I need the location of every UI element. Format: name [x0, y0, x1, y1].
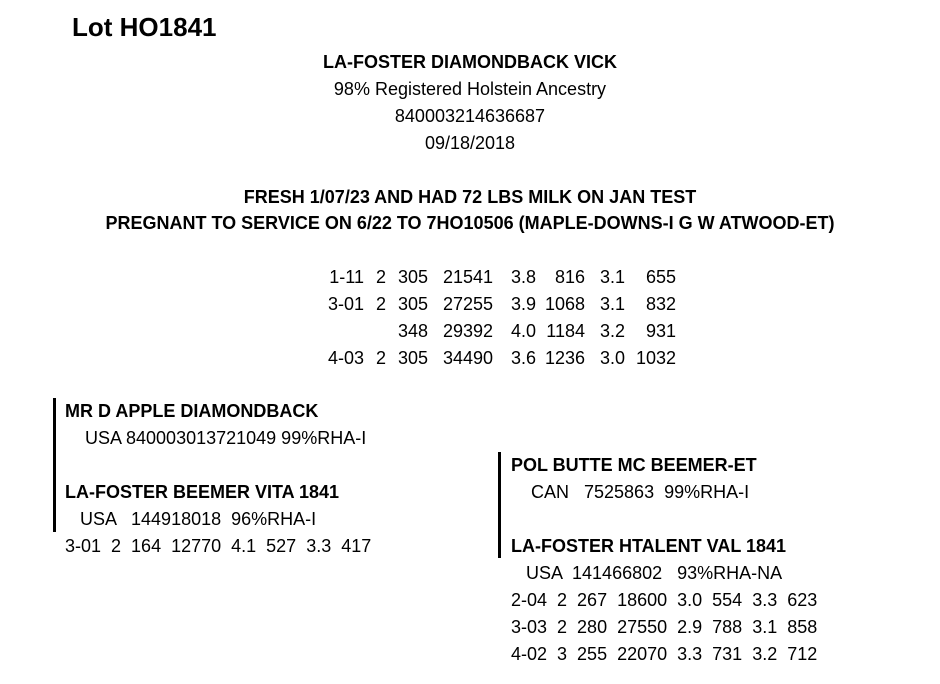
- dam-sire-name: POL BUTTE MC BEEMER-ET: [511, 455, 757, 475]
- record-protein-pct: 3.0: [599, 348, 625, 368]
- record-fat: 1184: [546, 321, 585, 341]
- record-protein: 1032: [635, 348, 676, 368]
- record-days: 348: [397, 321, 428, 341]
- fresh-note: FRESH 1/07/23 AND HAD 72 LBS MILK ON JAN TEST: [243, 187, 697, 207]
- record-lactation: 2: [375, 267, 386, 287]
- record-row: [322, 321, 682, 347]
- record-milk: 27255: [442, 294, 493, 314]
- pedigree-bracket: [53, 398, 56, 478]
- record-row: [322, 348, 682, 374]
- record-fat: 1236: [544, 348, 585, 368]
- record-lactation: 2: [375, 348, 386, 368]
- record-protein: 832: [645, 294, 676, 314]
- sire-name: MR D APPLE DIAMONDBACK: [65, 401, 319, 421]
- granddam-record: 4-02 3 255 22070 3.3 731 3.2 712: [511, 644, 818, 664]
- dam-sire-details: CAN 7525863 99%RHA-I: [531, 482, 750, 502]
- record-fat-pct: 4.0: [510, 321, 536, 341]
- record-protein-pct: 3.1: [599, 294, 625, 314]
- record-age: 3-01: [327, 294, 364, 314]
- record-protein-pct: 3.1: [599, 267, 625, 287]
- record-protein: 655: [645, 267, 676, 287]
- dam-name: LA-FOSTER BEEMER VITA 1841: [65, 482, 340, 502]
- record-lactation: 2: [375, 294, 386, 314]
- dam-record: 3-01 2 164 12770 4.1 527 3.3 417: [65, 536, 372, 556]
- pedigree-bracket: [498, 452, 501, 532]
- record-days: 305: [397, 348, 428, 368]
- record-days: 305: [397, 294, 428, 314]
- animal-name: LA-FOSTER DIAMONDBACK VICK: [323, 52, 617, 72]
- ancestry: 98% Registered Holstein Ancestry: [333, 79, 607, 99]
- record-milk: 21541: [442, 267, 493, 287]
- record-fat: 816: [554, 267, 585, 287]
- sire-details: USA 840003013721049 99%RHA-I: [85, 428, 367, 448]
- birth-date: 09/18/2018: [424, 133, 516, 153]
- record-protein: 931: [645, 321, 676, 341]
- record-fat-pct: 3.6: [510, 348, 536, 368]
- dam-details: USA 144918018 96%RHA-I: [80, 509, 317, 529]
- record-row: [322, 294, 682, 320]
- pedigree-bracket: [53, 478, 56, 532]
- record-fat-pct: 3.9: [510, 294, 536, 314]
- granddam-name: LA-FOSTER HTALENT VAL 1841: [511, 536, 787, 556]
- record-milk: 29392: [442, 321, 493, 341]
- record-row: [322, 267, 682, 293]
- record-age: 4-03: [327, 348, 364, 368]
- record-fat-pct: 3.8: [510, 267, 536, 287]
- record-days: 305: [397, 267, 428, 287]
- record-fat: 1068: [544, 294, 585, 314]
- lot-number: Lot HO1841: [72, 12, 217, 42]
- record-milk: 34490: [442, 348, 493, 368]
- record-age: 1-11: [329, 267, 364, 287]
- animal-id: 840003214636687: [394, 106, 546, 126]
- granddam-record: 2-04 2 267 18600 3.0 554 3.3 623: [511, 590, 818, 610]
- record-protein-pct: 3.2: [599, 321, 625, 341]
- pedigree-bracket: [498, 532, 501, 558]
- pregnancy-note: PREGNANT TO SERVICE ON 6/22 TO 7HO10506 (MAPLE-DOWNS-I G W ATWOOD-ET): [105, 213, 835, 233]
- granddam-record: 3-03 2 280 27550 2.9 788 3.1 858: [511, 617, 818, 637]
- granddam-details: USA 141466802 93%RHA-NA: [526, 563, 783, 583]
